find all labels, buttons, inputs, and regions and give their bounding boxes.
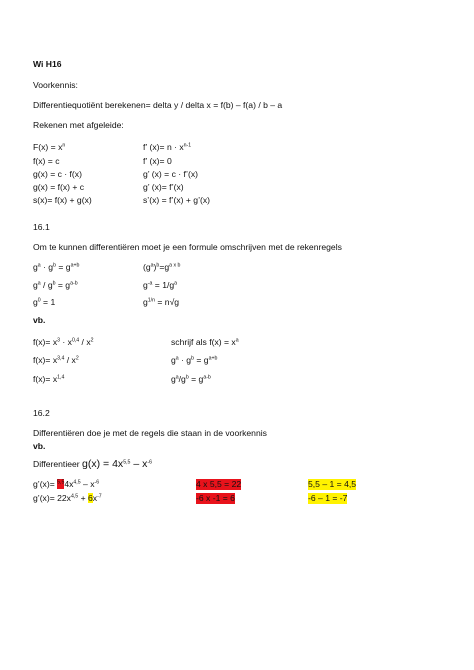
calculation-yellow: -6 – 1 = -7 (308, 493, 348, 503)
rule-right: g’ (x)= f’(x) (143, 182, 184, 192)
rule-right: f’ $(x)= n \cdot x^{n-1}$ (143, 142, 192, 152)
rule-right: g’ (x) = c · f’(x) (143, 169, 198, 179)
differentiequotient-line: Differentiequotiënt berekenen= delta y / delta x = f(b) – f(a) / b – a (33, 100, 283, 110)
rule-left: g(x) = c · f(x) (33, 169, 82, 179)
rule-left: f(x) = c (33, 156, 60, 166)
voorbeeld-label: vb. (33, 315, 46, 325)
rule-right: f’ (x)= 0 (143, 156, 172, 166)
rule-left: $F(x) = x^n$ (33, 142, 66, 152)
example-right: $g^a/g^b = g^{a-b}$ (171, 374, 211, 384)
exponent-rule-right: $g^{1/n} = n√g$ (143, 297, 180, 307)
example-left: $f(x)= x^{3,4} / x^2$ (33, 355, 79, 365)
voorkennis-heading: Voorkennis: (33, 80, 78, 90)
exponent-rule-left: $g^0 = 1$ (33, 297, 56, 307)
rekenen-heading: Rekenen met afgeleide: (33, 120, 124, 130)
example-right: schrijf als $f(x) = x^a$ (171, 337, 239, 347)
calculation-red: -6 x -1 = 6 (196, 493, 235, 503)
section-16-1-intro: Om te kunnen differentiëren moet je een formule omschrijven met de rekenregels (33, 242, 342, 252)
highlight-red: 5,5 (57, 479, 64, 489)
differentieer-line: Differentieer $g(x) = 4x^{5,5} - x^{-6}$ (33, 458, 152, 470)
exponent-rule-left: $g^a / g^b = g^{a-b}$ (33, 280, 78, 290)
highlight-yellow: 6 (88, 493, 93, 503)
exponent-rule-left: $g^a \cdot g^b = g^{a+b}$ (33, 262, 80, 272)
section-16-1-heading: 16.1 (33, 222, 50, 232)
document-title: Wi H16 (33, 59, 62, 69)
section-16-2-intro: Differentiëren doe je met de regels die staan in de voorkennis (33, 428, 267, 438)
example-right: $g^a \cdot g^b = g^{a+b}$ (171, 355, 218, 365)
calculation-red: 4 x 5,5 = 22 (196, 479, 242, 489)
voorbeeld-label: vb. (33, 441, 46, 451)
rule-right: s’(x) = f’(x) + g’(x) (143, 195, 210, 205)
calculation-yellow: 5,5 – 1 = 4,5 (308, 479, 357, 489)
example-left: $f(x)= x^{1,4}$ (33, 374, 65, 384)
derivative-step-2: g’(x)= $22x^{4,5} + 6x^{-7}$ (33, 493, 102, 503)
example-left: $f(x)= x^3 \cdot x^{0,4} / x^2$ (33, 337, 94, 347)
exponent-rule-right: $g^{-a} = 1/g^a$ (143, 280, 178, 290)
exponent-rule-right: $(g^a)^b=g^{a x b}$ (143, 262, 181, 272)
rule-left: g(x) = f(x) + c (33, 182, 85, 192)
derivative-step-1: g’(x)= $^{5,5}4x^{4,5} - x^{-6}$ (33, 479, 100, 489)
rule-left: s(x)= f(x) + g(x) (33, 195, 92, 205)
section-16-2-heading: 16.2 (33, 408, 50, 418)
